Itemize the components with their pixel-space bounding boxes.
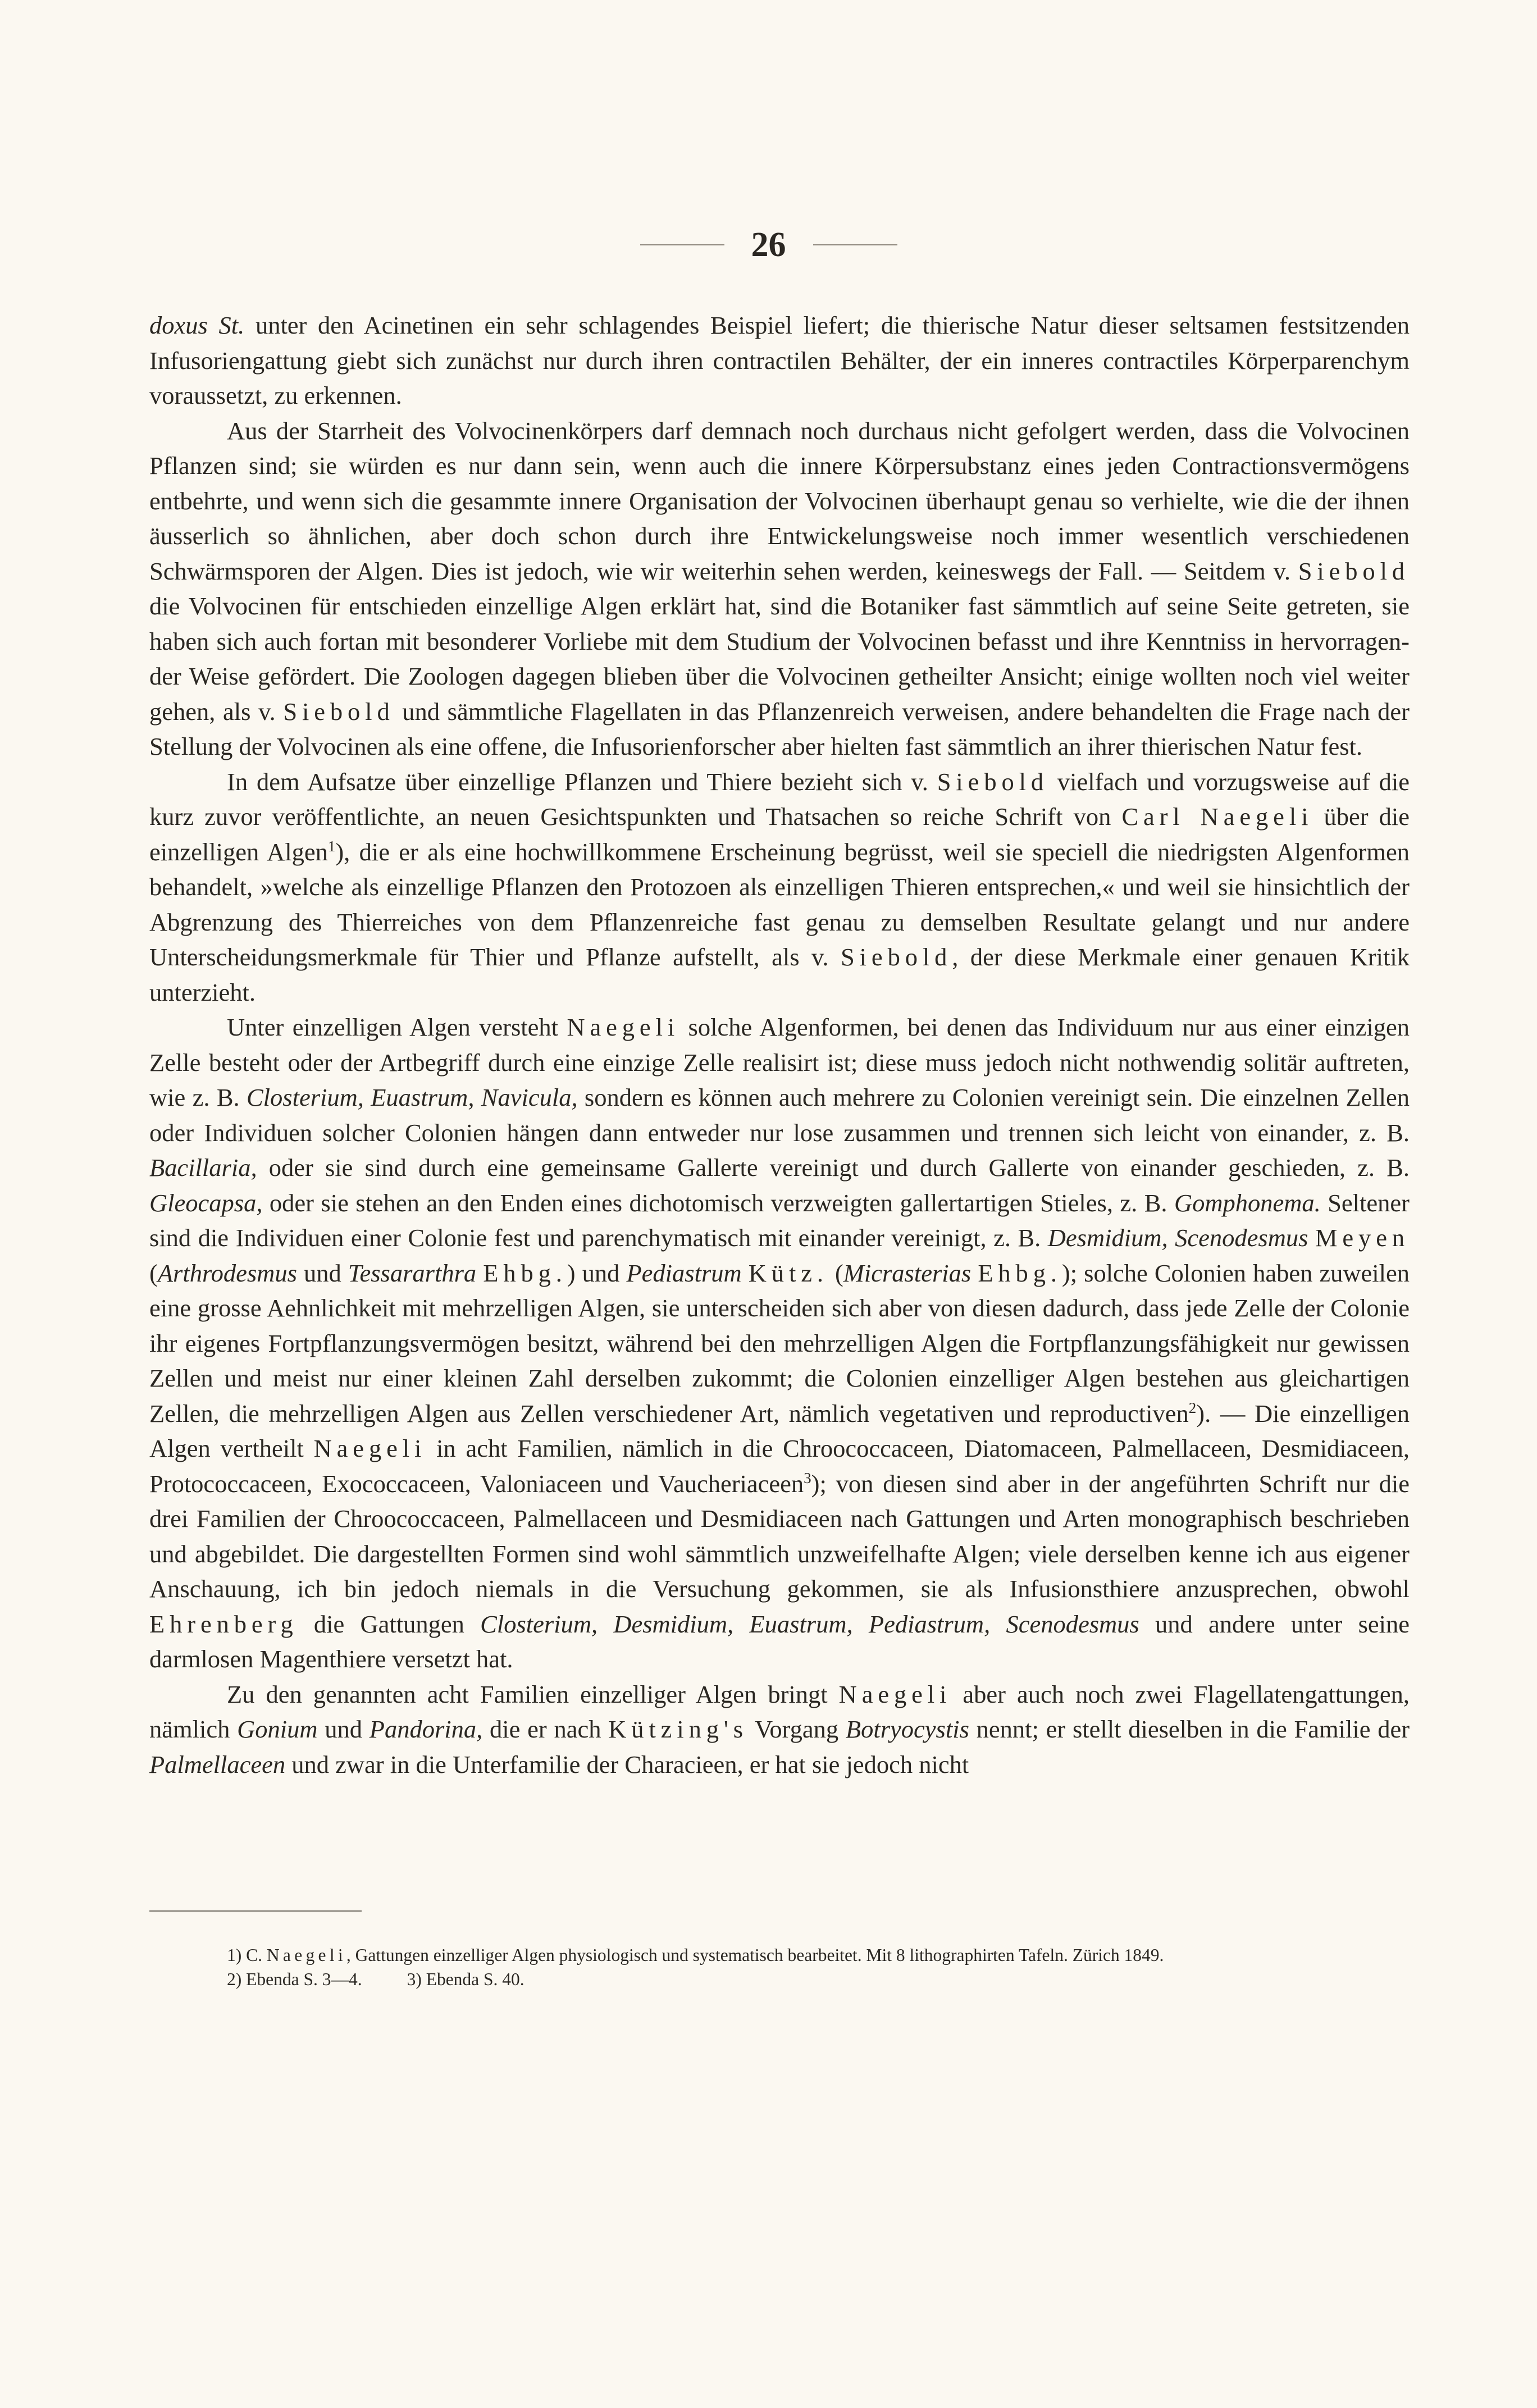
taxon-name: doxus St. [149, 311, 245, 339]
author-name: Naegeli [567, 1013, 680, 1041]
footnote-ref: 2 [1188, 1399, 1197, 1416]
taxon-name: Arthrodesmus [157, 1258, 297, 1287]
text-run [742, 1259, 749, 1287]
author-name: Siebold [1298, 557, 1410, 585]
text-run: 1) C. [227, 1945, 267, 1965]
paragraph [149, 1010, 1410, 1677]
header-rule-right [813, 244, 897, 245]
footnote-ref: 1 [327, 837, 336, 855]
footnote-2: 2) Ebenda S. 3—4. [227, 1969, 362, 1989]
paragraph [149, 764, 1410, 1010]
text-run: Zu den genannten acht Familien einzelliger Algen bringt [227, 1680, 839, 1708]
page-number: 26 [751, 226, 786, 264]
taxon-name: Tessararthra [348, 1258, 477, 1287]
text-run: ), die er als eine hochwillkommene Erscheinung begrüsst, weil sie speciell die niedrigsten Algenformen behandelt, »welche als einzellige Pflanzen den Protozoen als einzelligen Thieren entsprechen,« und weil sie hinsichtlich der Abgrenzung des Thierreiches von dem Pflanzenreiche fast genau zu demselben Resultate gelangt und nur andere Unterscheidungsmerkmale für Thier und Pflanze aufstellt, als v. [149, 837, 1410, 971]
text-run: und zwar in die Unterfamilie der Characieen, er hat sie jedoch nicht [285, 1750, 969, 1778]
footnote-3: 3) Ebenda S. 40. [407, 1969, 525, 1989]
text-run: die Volvocinen für entschieden einzellige Algen erklärt hat, sind die Botaniker fast sämmtlich auf seine Seite getreten, sie haben sich auch fortan mit besonderer Vorliebe mit dem Studium der Volvocinen befasst und ihre Kenntniss in hervorragender Weise gefördert. Die Zoologen dagegen blieben über die Volvocinen getheilter Ansicht; einige wollten noch viel weiter gehen, als v. [149, 592, 1410, 726]
footnotes [149, 1943, 1410, 1991]
author-name: Ehbg. [978, 1258, 1062, 1287]
text-run: oder sie sind durch eine gemeinsame Gallerte vereinigt und durch Gallerte von einander geschieden, z. B. [257, 1153, 1410, 1182]
paragraph [149, 413, 1410, 764]
text-run: und sämmtliche Flagellaten in das Pflanzenreich verweisen, andere behandelten die Frage nach der Stellung der Volvocinen als eine offene, die Infusorienforscher aber hielten fast sämmtlich an ihrer thierischen Natur fest. [149, 697, 1410, 760]
text-run: in acht Familien, nämlich in die Chroococcaceen, Diatomaceen, Palmellaceen, Desmidiaceen, Protococcaceen, Exococcaceen, Valoniaceen und Vaucheriaceen [149, 1434, 1410, 1498]
text-run: ); solche Colonien haben zuweilen eine grosse Aehnlichkeit mit mehrzelligen Algen, sie unterscheiden sich aber von diesen dadurch, dass jede Zelle der Colonie ihr eigenes Fortpflanzungsvermögen besitzt, während bei den mehrzelligen Algen die Fortpflanzungsfähigkeit nur gewissen Zellen und meist nur einer kleinen Zahl derselben zukommt; die Colonien einzelliger Algen bestehen aus gleichartigen Zellen, die mehrzelligen Algen aus Zellen verschiedener Art, nämlich vegetativen und reproductiven [149, 1258, 1410, 1428]
text-run: unter den Acinetinen ein sehr schlagendes Beispiel liefert; die thierische Natur dieser seltsamen festsitzenden Infusoriengattung giebt sich zunächst nur durch ihren contractilen Behälter, der ein inneres contractiles Körperparenchym voraussetzt, zu erkennen. [149, 311, 1410, 409]
text-run: ( [828, 1258, 843, 1287]
author-name: Siebold [841, 943, 952, 971]
text-run: ). — Die einzelligen Algen vertheilt [149, 1399, 1410, 1462]
taxon-name: Bacillaria, [149, 1153, 257, 1182]
text-run: aber auch noch zwei Flagellatengattungen, nämlich [149, 1680, 1410, 1743]
taxon-name: Botryocystis [845, 1715, 969, 1743]
author-name: Kütz. [748, 1258, 828, 1287]
paragraph [149, 308, 1410, 413]
body-text [149, 308, 1410, 1782]
text-run [476, 1259, 483, 1287]
page-header [0, 227, 1537, 262]
text-run: Unter einzelligen Algen versteht [227, 1013, 567, 1041]
text-run: oder sie stehen an den Enden eines dichotomisch verzweigten gallertartigen Stieles, z. B. [262, 1188, 1174, 1217]
text-run: und [297, 1258, 348, 1287]
text-run: ( [149, 1258, 158, 1287]
taxon-name: Gonium [237, 1715, 318, 1743]
author-name: Naegeli [838, 1680, 952, 1708]
author-name: Kützing's [608, 1715, 749, 1743]
author-name: Naegeli [266, 1945, 346, 1965]
text-run: und [317, 1715, 370, 1743]
text-run [1308, 1224, 1315, 1252]
author-name: Siebold [937, 767, 1049, 796]
author-name: Naegeli [313, 1434, 427, 1462]
text-run: solche Algenformen, bei denen das Individuum nur aus einer einzigen Zelle besteht oder der Artbegriff durch eine einzige Zelle realisirt ist; diese muss jedoch nicht nothwendig solitär auftreten, wie z. B. [149, 1013, 1410, 1111]
text-run: vielfach und vorzugsweise auf die kurz zuvor veröffentlichte, an neuen Gesichtspunkten und Thatsachen so reiche Schrift von [149, 767, 1410, 831]
text-run: Seltener sind die Individuen einer Colonie fest und parenchymatisch mit einander vereinigt, z. B. [149, 1188, 1410, 1252]
text-run: und andere unter seine darmlosen Magenthiere versetzt hat. [149, 1609, 1410, 1673]
taxon-name: Closterium, Euastrum, Navicula, [246, 1083, 578, 1111]
text-run: , Gattungen einzelliger Algen physiologisch und systematisch bearbeitet. Mit 8 lithographirten Tafeln. Zürich 1849. [346, 1945, 1164, 1965]
text-run: ) und [567, 1258, 627, 1287]
taxon-name: Pandorina, [369, 1715, 483, 1743]
text-run: über die einzelligen Algen [149, 802, 1410, 866]
footnote-1 [149, 1943, 1410, 1967]
taxon-name: Desmidium, Scenodesmus [1047, 1224, 1308, 1252]
author-name: Ehrenberg [149, 1609, 298, 1638]
text-run: In dem Aufsatze über einzellige Pflanzen und Thiere bezieht sich v. [227, 767, 937, 796]
taxon-name: Gleocapsa, [149, 1188, 263, 1217]
text-run: sondern es können auch mehrere zu Colonien vereinigt sein. Die einzelnen Zellen oder Individuen solcher Colonien hängen dann entweder nur lose zusammen und trennen sich leicht von einander, z. B. [149, 1083, 1410, 1147]
text-run [971, 1259, 978, 1287]
header-rule-left [640, 244, 724, 245]
text-run: , der diese Merkmale einer genauen Kritik unterzieht. [149, 943, 1410, 1006]
text-run: ); von diesen sind aber in der angeführten Schrift nur die drei Familien der Chroococcaceen, Palmellaceen und Desmidiaceen nach Gattungen und Arten monographisch beschrieben und abgebildet. Die dargestellten Formen sind wohl sämmtlich unzweifelhafte Algen; viele derselben kenne ich aus eigener Anschauung, ich bin jedoch niemals in die Versuchung gekommen, sie als Infusionsthiere anzusprechen, obwohl [149, 1469, 1410, 1603]
taxon-name: Micrasterias [843, 1258, 972, 1287]
text-run: die er nach [482, 1715, 609, 1743]
text-run: Vorgang [748, 1715, 846, 1743]
footnote-ref: 3 [804, 1469, 811, 1486]
text-run: nennt; er stellt dieselben in die Familie der [969, 1715, 1410, 1743]
taxon-name: Pediastrum [626, 1258, 742, 1287]
taxon-name: Palmellaceen [149, 1750, 286, 1778]
author-name: Ehbg. [483, 1258, 567, 1287]
footnote-2-3 [149, 1967, 1410, 1991]
author-name: Meyen [1315, 1224, 1410, 1252]
taxon-name: Closterium, Desmidium, Euastrum, Pediastrum, Scenodesmus [480, 1609, 1139, 1638]
author-name: Carl Naegeli [1121, 802, 1313, 831]
footnote-rule [149, 1910, 362, 1912]
text-run: die Gattungen [298, 1609, 481, 1638]
paragraph [149, 1677, 1410, 1782]
taxon-name: Gomphonema. [1174, 1188, 1321, 1217]
text-run: Aus der Starrheit des Volvocinenkörpers darf demnach noch durchaus nicht gefolgert werden, dass die Volvocinen Pflanzen sind; sie würden es nur dann sein, wenn auch die innere Körpersubstanz eines jeden Contractionsvermögens entbehrte, und wenn sich die gesammte innere Organisation der Volvocinen überhaupt genau so verhielte, wie die der ihnen äusserlich so ähnlichen, aber doch schon durch ihre Entwickelungsweise noch immer wesentlich verschiedenen Schwärmsporen der Algen. Dies ist jedoch, wie wir weiterhin sehen werden, keineswegs der Fall. — Seitdem v. [149, 416, 1410, 585]
author-name: Siebold [283, 697, 395, 726]
